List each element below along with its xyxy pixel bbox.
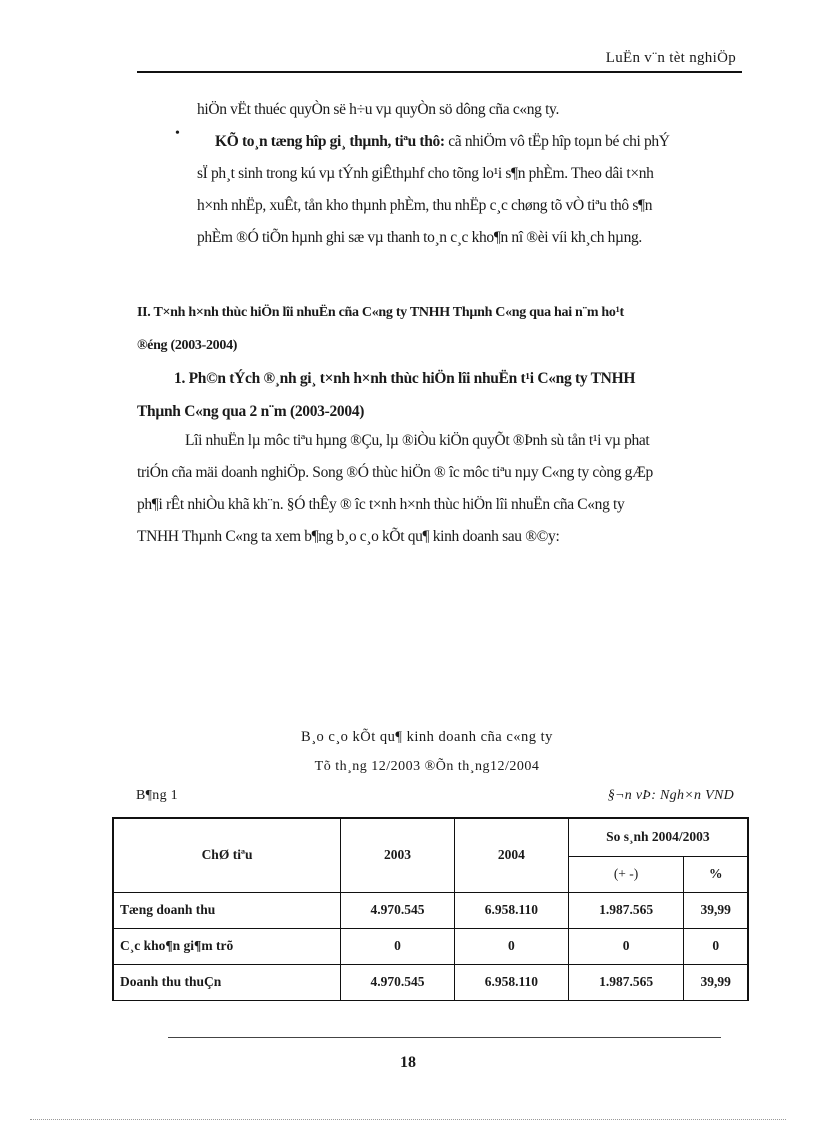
table-title: B¸o c¸o kÕt qu¶ kinh doanh cña c«ng ty — [301, 729, 553, 745]
paragraph-line-2: triÓn cña mäi doanh nghiÖp. Song ®Ó thùc hiÖn ® îc môc tiªu nµy C«ng ty còng gÆp — [137, 464, 653, 481]
row-value-2004: 0 — [454, 928, 568, 964]
table-unit: §¬n vÞ: Ngh×n VND — [607, 788, 734, 803]
row-label: Tæng doanh thu — [113, 892, 341, 928]
section-2-heading — [137, 296, 741, 362]
subsection-1-line-2: Thµnh C«ng qua 2 n¨m (2003-2004) — [137, 403, 365, 420]
footer-rule — [168, 1037, 721, 1038]
row-value-pct: 39,99 — [684, 892, 748, 928]
header-2003: 2003 — [341, 818, 455, 892]
page-bottom-border — [30, 1119, 786, 1120]
intro-text-block — [137, 94, 741, 254]
page-number: 18 — [400, 1054, 416, 1071]
bullet-line-1 — [137, 126, 741, 158]
header-diff: (+ -) — [568, 856, 684, 892]
row-value-pct: 0 — [684, 928, 748, 964]
row-value-2003: 0 — [341, 928, 455, 964]
row-value-2004: 6.958.110 — [454, 892, 568, 928]
header-rule — [137, 71, 742, 73]
bullet-dot-icon: • — [175, 126, 180, 141]
subsection-1-line-1: 1. Ph©n tÝch ®¸nh gi¸ t×nh h×nh thùc hiÖn lîi nhuËn t¹i C«ng ty TNHH — [174, 370, 636, 387]
intro-line-1: hiÖn vËt thuéc quyÒn së h÷u vµ quyÒn sö dông cña c«ng ty. — [197, 101, 559, 118]
row-value-diff: 1.987.565 — [568, 964, 684, 1000]
row-value-2003: 4.970.545 — [341, 964, 455, 1000]
table-row — [113, 964, 748, 1000]
paragraph-line-3: ph¶i rÊt nhiÒu khã kh¨n. §Ó thÊy ® îc t×nh h×nh thùc hiÖn lîi nhuËn cña C«ng ty — [137, 496, 625, 513]
table-label: B¶ng 1 — [136, 788, 178, 803]
body-paragraph — [137, 425, 741, 553]
row-label: C¸c kho¶n gi¶m trõ — [113, 928, 341, 964]
table-subtitle: Tõ th¸ng 12/2003 ®Õn th¸ng12/2004 — [314, 759, 540, 774]
bullet-line-3: h×nh nhËp, xuÊt, tån kho thµnh phÈm, thu nhËp c¸c chøng tõ vÒ tiªu thô s¶n — [197, 197, 653, 214]
business-results-table — [112, 817, 749, 1001]
bullet-line-2: sÏ ph¸t sinh trong kú vµ tÝnh giÊthµhf cho tõng lo¹i s¶n phÈm. Theo dâi t×nh — [197, 165, 654, 182]
row-value-2003: 4.970.545 — [341, 892, 455, 928]
section-2-line-2: ®éng (2003-2004) — [137, 338, 238, 353]
paragraph-line-1: Lîi nhuËn lµ môc tiªu hµng ®Çu, lµ ®iÒu kiÖn quyÕt ®Þnh sù tån t¹i vµ phat — [185, 432, 650, 449]
header-compare: So s¸nh 2004/2003 — [568, 818, 748, 856]
header-pct: % — [684, 856, 748, 892]
header-2004: 2004 — [454, 818, 568, 892]
bullet-line-1-text: cã nhiÖm vô tËp hîp toµn bé chi phÝ — [444, 133, 670, 150]
bullet-heading: KÕ to¸n tæng hîp gi¸ thµnh, tiªu thô: — [215, 133, 445, 150]
row-value-diff: 1.987.565 — [568, 892, 684, 928]
running-header-title: LuËn v¨n tèt nghiÖp — [605, 50, 736, 66]
paragraph-line-4: TNHH Thµnh C«ng ta xem b¶ng b¸o c¸o kÕt qu¶ kinh doanh sau ®©y: — [137, 528, 560, 545]
table-header-row — [113, 818, 748, 856]
subsection-1-heading — [137, 362, 741, 428]
section-2-line-1: II. T×nh h×nh thùc hiÖn lîi nhuËn cña C«ng ty TNHH Thµnh C«ng qua hai n¨m ho¹t — [137, 305, 624, 320]
row-label: Doanh thu thuÇn — [113, 964, 341, 1000]
bullet-line-4: phÈm ®Ó tiÕn hµnh ghi sæ vµ thanh to¸n c¸c kho¶n nî ®èi víi kh¸ch hµng. — [197, 229, 642, 246]
row-value-2004: 6.958.110 — [454, 964, 568, 1000]
table-row — [113, 928, 748, 964]
header-indicator: ChØ tiªu — [113, 818, 341, 892]
row-value-pct: 39,99 — [684, 964, 748, 1000]
row-value-diff: 0 — [568, 928, 684, 964]
table-row — [113, 892, 748, 928]
